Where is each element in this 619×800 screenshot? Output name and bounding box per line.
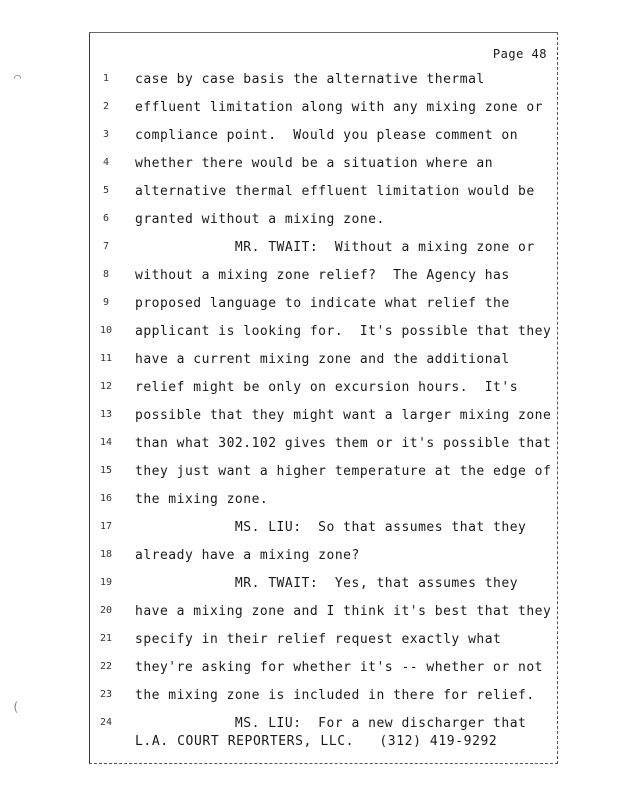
transcript-line: MR. TWAIT: Yes, that assumes they (135, 576, 519, 591)
line-number: 24 (99, 717, 113, 728)
transcript-line: possible that they might want a larger mixing zone (135, 408, 552, 423)
transcript-line: than what 302.102 gives them or it's possible that (135, 436, 552, 451)
line-number: 10 (99, 325, 113, 336)
transcript-line: granted without a mixing zone. (135, 212, 385, 227)
transcript-line: MS. LIU: For a new discharger that (135, 716, 527, 731)
line-number: 6 (102, 213, 110, 224)
line-number: 9 (102, 297, 110, 308)
line-number: 12 (99, 381, 113, 392)
transcript-line: whether there would be a situation where an (135, 156, 494, 171)
line-number: 19 (99, 577, 113, 588)
transcript-line: specify in their relief request exactly what (135, 632, 502, 647)
transcript-line: effluent limitation along with any mixing zone or (135, 100, 544, 115)
line-number: 22 (99, 661, 113, 672)
transcript-line: they just want a higher temperature at the edge of (135, 464, 552, 479)
line-number: 14 (99, 437, 113, 448)
transcript-line: have a current mixing zone and the additional (135, 352, 510, 367)
line-number: 20 (99, 605, 113, 616)
line-number: 5 (102, 185, 110, 196)
transcript-line: applicant is looking for. It's possible that they (135, 324, 552, 339)
transcript-line: proposed language to indicate what relief the (135, 296, 510, 311)
line-number: 23 (99, 689, 113, 700)
transcript-line: without a mixing zone relief? The Agency has (135, 268, 510, 283)
line-number: 17 (99, 521, 113, 532)
transcript-line: have a mixing zone and I think it's best that they (135, 604, 552, 619)
line-number: 11 (99, 353, 113, 364)
court-reporter-footer: L.A. COURT REPORTERS, LLC. (312) 419-9292 (135, 734, 498, 749)
transcript-line: alternative thermal effluent limitation would be (135, 184, 535, 199)
line-number: 4 (102, 157, 110, 168)
line-number: 13 (99, 409, 113, 420)
transcript-line: case by case basis the alternative thermal (135, 72, 485, 87)
line-number: 3 (102, 129, 110, 140)
line-number: 7 (102, 241, 110, 252)
transcript-line: the mixing zone. (135, 492, 269, 507)
transcript-line: they're asking for whether it's -- whether or not (135, 660, 544, 675)
transcript-line: the mixing zone is included in there for relief. (135, 688, 535, 703)
transcript-line: MS. LIU: So that assumes that they (135, 520, 527, 535)
line-number: 2 (102, 101, 110, 112)
transcript-line: MR. TWAIT: Without a mixing zone or (135, 240, 535, 255)
line-number: 18 (99, 549, 113, 560)
transcript-line: already have a mixing zone? (135, 548, 360, 563)
scan-mark: ⌒ (14, 70, 22, 84)
line-number: 1 (102, 73, 110, 84)
transcript-line: compliance point. Would you please comment on (135, 128, 519, 143)
transcript-line: relief might be only on excursion hours. It's (135, 380, 519, 395)
page-number: Page 48 (492, 47, 547, 61)
line-number: 15 (99, 465, 113, 476)
line-number: 21 (99, 633, 113, 644)
line-number: 16 (99, 493, 113, 504)
scan-mark: ( (12, 700, 20, 714)
line-number: 8 (102, 269, 110, 280)
